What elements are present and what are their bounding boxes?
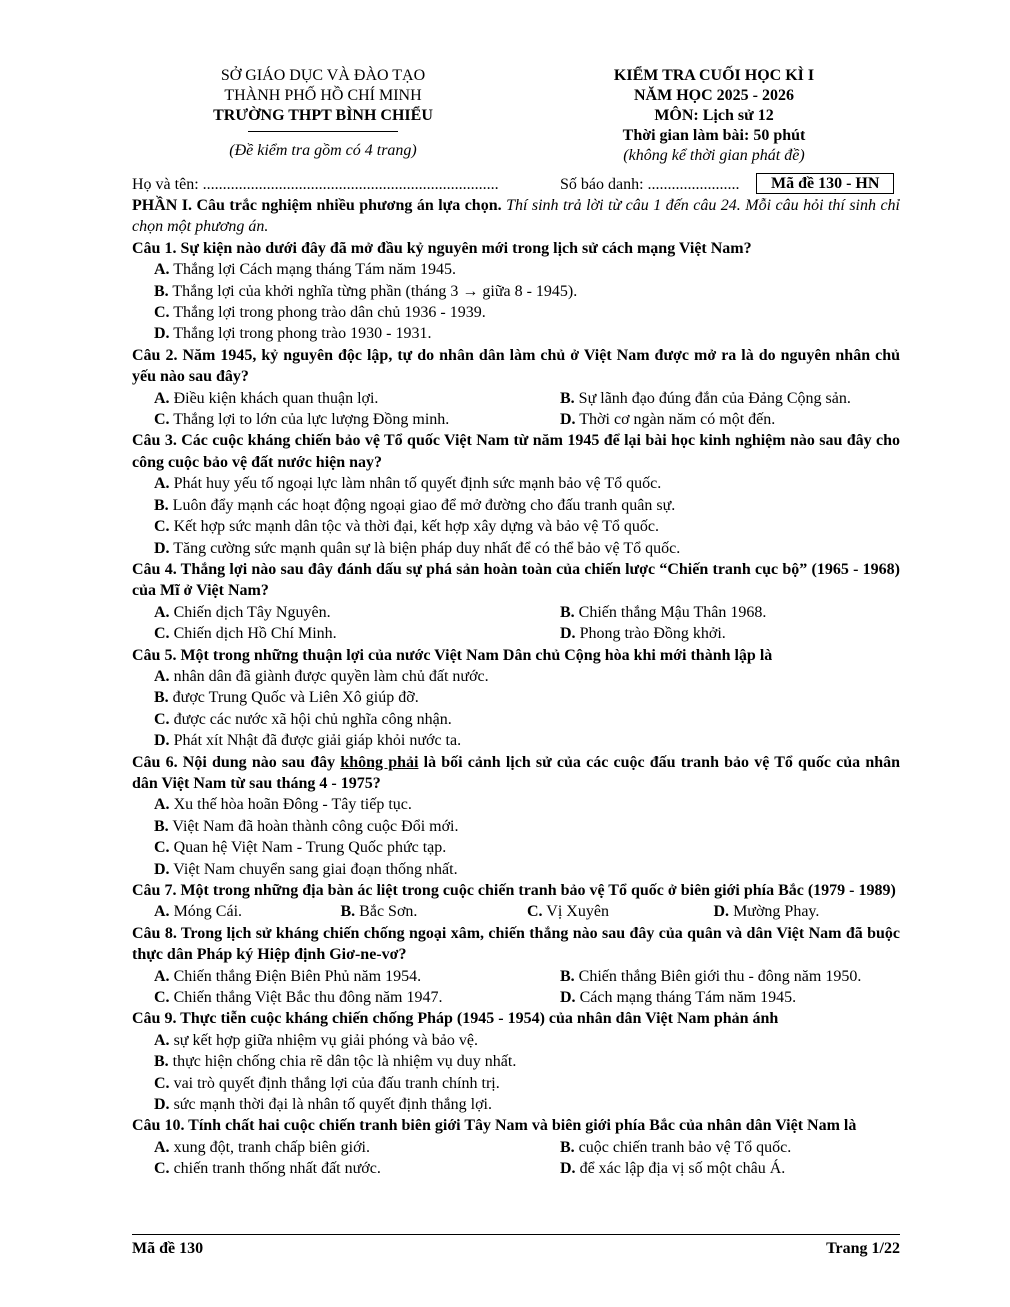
part-1-heading	[132, 195, 900, 238]
option-c[interactable]	[154, 987, 560, 1008]
option-text: Thắng lợi to lớn của lực lượng Đồng minh.	[173, 411, 450, 429]
option-text: Thắng lợi trong phong trào dân chủ 1936 - 1939.	[173, 304, 486, 322]
option-a[interactable]	[154, 602, 560, 623]
part-1-instruction: Thí sinh trả lời từ câu 1 đến câu 24. Mỗi câu hỏi thí sinh chỉ chọn một phương án.	[132, 197, 901, 236]
option-d[interactable]	[560, 987, 796, 1008]
option-text: cuộc chiến tranh bảo vệ Tổ quốc.	[578, 1138, 792, 1156]
option-letter: A.	[154, 1031, 170, 1049]
question-stem	[132, 752, 900, 795]
option-b[interactable]	[560, 1137, 791, 1158]
page-footer	[132, 1234, 900, 1258]
option-text: Chiến thắng Biên giới thu - đông năm 1950.	[578, 967, 862, 985]
question-stem: Câu 7. Một trong những địa bàn ác liệt trong cuộc chiến tranh bảo vệ Tổ quốc ở biên giới phía Bắc (1979 - 1989)	[132, 882, 896, 899]
option-a[interactable]	[154, 388, 560, 409]
option-c[interactable]	[132, 709, 900, 730]
option-d[interactable]	[714, 901, 901, 922]
option-c[interactable]	[132, 837, 900, 858]
option-letter: B.	[560, 603, 575, 621]
option-letter: C.	[154, 839, 170, 857]
option-text: Phong trào Đồng khởi.	[579, 625, 726, 643]
option-text: vai trò quyết định thắng lợi của đấu tranh chính trị.	[173, 1074, 500, 1092]
option-d[interactable]	[132, 730, 900, 751]
option-letter: D.	[560, 989, 576, 1007]
option-text: Xu thế hòa hoãn Đông - Tây tiếp tục.	[173, 796, 412, 814]
option-b[interactable]	[132, 816, 900, 837]
footer-exam-code: Mã đề 130	[132, 1240, 204, 1257]
option-letter: D.	[154, 325, 170, 343]
option-letter: A.	[154, 389, 170, 407]
question-10	[132, 1115, 900, 1179]
option-letter: D.	[560, 1160, 576, 1178]
option-text: được Trung Quốc và Liên Xô giúp đỡ.	[172, 689, 419, 707]
option-d[interactable]	[132, 323, 900, 344]
option-letter: D.	[154, 860, 170, 878]
question-3	[132, 430, 900, 558]
option-b[interactable]	[341, 901, 528, 922]
option-letter: A.	[154, 796, 170, 814]
option-letter: A.	[154, 603, 170, 621]
option-d[interactable]	[560, 409, 775, 430]
stem-emphasis: không phải	[340, 753, 419, 771]
candidate-number-field[interactable]: Số báo danh: .......................	[560, 176, 740, 193]
option-letter: D.	[560, 625, 576, 643]
option-text: Cách mạng tháng Tám năm 1945.	[579, 989, 797, 1007]
option-letter: B.	[560, 389, 575, 407]
option-letter: A.	[154, 903, 170, 921]
option-c[interactable]	[154, 1158, 560, 1179]
option-text: Chiến thắng Mậu Thân 1968.	[578, 603, 767, 621]
exam-header	[132, 66, 900, 174]
option-letter: B.	[154, 689, 169, 707]
student-name-field[interactable]: Họ và tên: ..........................................................................	[132, 176, 499, 193]
stem-text: là bối cảnh lịch sử của các cuộc đấu tranh bảo vệ Tổ quốc của nhân dân Việt Nam từ sau tháng 4 - 1975?	[132, 753, 901, 792]
option-b[interactable]	[132, 281, 900, 302]
option-letter: A.	[154, 667, 170, 685]
footer-page-number: Trang 1/22	[826, 1240, 900, 1257]
option-text: Luôn đẩy mạnh các hoạt động ngoại giao để mở đường cho đấu tranh quân sự.	[172, 496, 676, 514]
option-letter: A.	[154, 261, 170, 279]
option-letter: A.	[154, 1138, 170, 1156]
option-text: để xác lập địa vị số một châu Á.	[579, 1160, 786, 1178]
option-letter: B.	[154, 282, 169, 300]
school-name: TRƯỜNG THPT BÌNH CHIỂU	[213, 107, 433, 124]
question-stem: Câu 3. Các cuộc kháng chiến bảo vệ Tổ quốc Việt Nam từ năm 1945 để lại bài học kinh nghiệm nào sau đây cho công cuộc bảo vệ đất nước hiện nay?	[132, 432, 900, 471]
question-9	[132, 1008, 900, 1115]
exam-title: KIỂM TRA CUỐI HỌC KÌ I	[613, 67, 815, 84]
option-a[interactable]	[154, 966, 560, 987]
option-text: Chiến thắng Điện Biên Phủ năm 1954.	[173, 967, 422, 985]
question-8	[132, 923, 900, 1009]
department-name: SỞ GIÁO DỤC VÀ ĐÀO TẠO	[220, 67, 426, 84]
option-b[interactable]	[560, 602, 766, 623]
option-letter: B.	[560, 967, 575, 985]
option-letter: C.	[527, 903, 543, 921]
option-letter: D.	[713, 903, 730, 921]
exam-duration: Thời gian làm bài: 50 phút	[622, 127, 806, 144]
option-text: Kết hợp sức mạnh dân tộc và thời đại, kết hợp xây dựng và bảo vệ Tổ quốc.	[173, 518, 659, 536]
option-text: xung đột, tranh chấp biên giới.	[173, 1138, 370, 1156]
option-letter: D.	[560, 411, 576, 429]
exam-code-box: Mã đề 130 - HN	[756, 173, 894, 194]
option-letter: B.	[154, 1053, 169, 1071]
option-text: Chiến dịch Tây Nguyên.	[173, 603, 331, 621]
question-stem: Câu 4. Thắng lợi nào sau đây đánh dấu sự phá sản hoàn toàn của chiến lược “Chiến tranh cục bộ” (1965 - 1968) của Mĩ ở Việt Nam?	[132, 560, 900, 600]
option-text: Quan hệ Việt Nam - Trung Quốc phức tạp.	[173, 839, 447, 857]
option-letter: A.	[154, 475, 170, 493]
option-a[interactable]	[132, 666, 900, 687]
option-b[interactable]	[132, 687, 900, 708]
option-letter: C.	[154, 625, 170, 643]
option-text: được các nước xã hội chủ nghĩa công nhận.	[173, 710, 452, 728]
option-text: Móng Cái.	[173, 903, 243, 921]
student-info-line	[132, 174, 900, 195]
option-b[interactable]	[560, 966, 861, 987]
option-text: Tăng cường sức mạnh quân sự là biện pháp duy nhất để có thể bảo vệ Tổ quốc.	[173, 539, 681, 557]
question-7	[132, 880, 900, 923]
question-4	[132, 559, 900, 645]
option-letter: C.	[154, 1160, 170, 1178]
option-text: sự kết hợp giữa nhiệm vụ giải phóng và bảo vệ.	[173, 1031, 478, 1049]
option-letter: C.	[154, 411, 170, 429]
option-a[interactable]	[132, 259, 900, 280]
question-5	[132, 645, 900, 752]
option-d[interactable]	[132, 1094, 900, 1115]
option-c[interactable]	[527, 901, 714, 922]
option-letter: C.	[154, 989, 170, 1007]
option-a[interactable]	[132, 1030, 900, 1051]
subject: MÔN: Lịch sử 12	[654, 107, 774, 124]
school-year: NĂM HỌC 2025 - 2026	[634, 87, 794, 104]
option-b[interactable]	[132, 1051, 900, 1072]
question-stem: Câu 8. Trong lịch sử kháng chiến chống ngoại xâm, chiến thắng nào sau đây của quân và dân Việt Nam đã buộc thực dân Pháp ký Hiệp định Giơ-ne-vơ?	[132, 924, 900, 964]
option-text: Mường Phay.	[733, 903, 820, 921]
option-text: thực hiện chống chia rẽ dân tộc là nhiệm vụ duy nhất.	[172, 1053, 517, 1071]
option-letter: C.	[154, 1074, 170, 1092]
question-6	[132, 752, 900, 880]
stem-text: Câu 6. Nội dung nào sau đây	[132, 753, 341, 771]
option-letter: C.	[154, 304, 170, 322]
option-b[interactable]	[132, 495, 900, 516]
option-c[interactable]	[132, 1073, 900, 1094]
question-stem: Câu 1. Sự kiện nào dưới đây đã mở đầu kỷ nguyên mới trong lịch sử cách mạng Việt Nam?	[132, 239, 752, 257]
option-text: Điều kiện khách quan thuận lợi.	[173, 389, 379, 407]
option-text: nhân dân đã giành được quyền làm chủ đất nước.	[173, 667, 489, 685]
question-stem: Câu 10. Tính chất hai cuộc chiến tranh biên giới Tây Nam và biên giới phía Bắc của nhân dân Việt Nam là	[132, 1117, 857, 1135]
option-letter: D.	[154, 1096, 170, 1114]
option-text: Thắng lợi trong phong trào 1930 - 1931.	[173, 325, 432, 343]
option-d[interactable]	[560, 623, 726, 644]
question-stem: Câu 2. Năm 1945, kỷ nguyên độc lập, tự do nhân dân làm chủ ở Việt Nam được mở ra là do nguyên nhân chủ yếu nào sau đây?	[132, 346, 900, 386]
option-d[interactable]	[560, 1158, 785, 1179]
option-text: sức mạnh thời đại là nhân tố quyết định thắng lợi.	[173, 1096, 492, 1114]
option-letter: D.	[154, 539, 170, 557]
option-letter: A.	[154, 967, 170, 985]
question-stem: Câu 5. Một trong những thuận lợi của nước Việt Nam Dân chủ Cộng hòa khi mới thành lập là	[132, 646, 773, 664]
option-letter: B.	[154, 496, 169, 514]
option-text: Việt Nam đã hoàn thành công cuộc Đổi mới.	[172, 817, 459, 835]
option-c[interactable]	[132, 302, 900, 323]
option-d[interactable]	[132, 538, 900, 559]
exam-page	[132, 66, 900, 1180]
option-b[interactable]	[560, 388, 851, 409]
option-letter: B.	[154, 817, 169, 835]
option-letter: B.	[560, 1138, 575, 1156]
option-text: chiến tranh thống nhất đất nước.	[173, 1160, 381, 1178]
option-letter: C.	[154, 710, 170, 728]
option-d[interactable]	[132, 859, 900, 880]
option-text: Thắng lợi Cách mạng tháng Tám năm 1945.	[173, 261, 457, 279]
header-divider	[248, 131, 398, 132]
option-letter: B.	[340, 903, 356, 921]
option-c[interactable]	[132, 516, 900, 537]
option-a[interactable]	[154, 1137, 560, 1158]
option-c[interactable]	[154, 409, 560, 430]
city-name: THÀNH PHỐ HỒ CHÍ MINH	[224, 87, 422, 104]
option-letter: D.	[154, 732, 170, 750]
option-text: Phát huy yếu tố ngoại lực làm nhân tố quyết định sức mạnh bảo vệ Tổ quốc.	[173, 475, 662, 493]
duration-note: (không kể thời gian phát đề)	[623, 147, 805, 164]
option-text: Phát xít Nhật đã được giải giáp khỏi nước ta.	[173, 732, 462, 750]
option-text: Chiến thắng Việt Bắc thu đông năm 1947.	[173, 989, 443, 1007]
option-text: Bắc Sơn.	[359, 903, 418, 921]
option-a[interactable]	[132, 473, 900, 494]
page-count-note: (Đề kiểm tra gồm có 4 trang)	[229, 142, 417, 159]
question-stem: Câu 9. Thực tiễn cuộc kháng chiến chống Pháp (1945 - 1954) của nhân dân Việt Nam phản ánh	[132, 1010, 779, 1028]
exam-info	[528, 66, 900, 166]
option-c[interactable]	[154, 623, 560, 644]
option-text: Chiến dịch Hồ Chí Minh.	[173, 625, 337, 643]
question-2	[132, 345, 900, 431]
question-1	[132, 238, 900, 345]
part-1-title: PHẦN I. Câu trắc nghiệm nhiều phương án lựa chọn.	[132, 197, 502, 214]
option-letter: C.	[154, 518, 170, 536]
option-text: Thắng lợi của khởi nghĩa từng phần (tháng 3 → giữa 8 - 1945).	[172, 282, 578, 300]
option-a[interactable]	[154, 901, 341, 922]
option-text: Thời cơ ngàn năm có một đến.	[579, 411, 776, 429]
option-a[interactable]	[132, 794, 900, 815]
school-info	[132, 66, 514, 161]
option-text: Sự lãnh đạo đúng đắn của Đảng Cộng sản.	[578, 389, 851, 407]
option-text: Việt Nam chuyển sang giai đoạn thống nhất.	[173, 860, 458, 878]
option-text: Vị Xuyên	[546, 903, 609, 921]
